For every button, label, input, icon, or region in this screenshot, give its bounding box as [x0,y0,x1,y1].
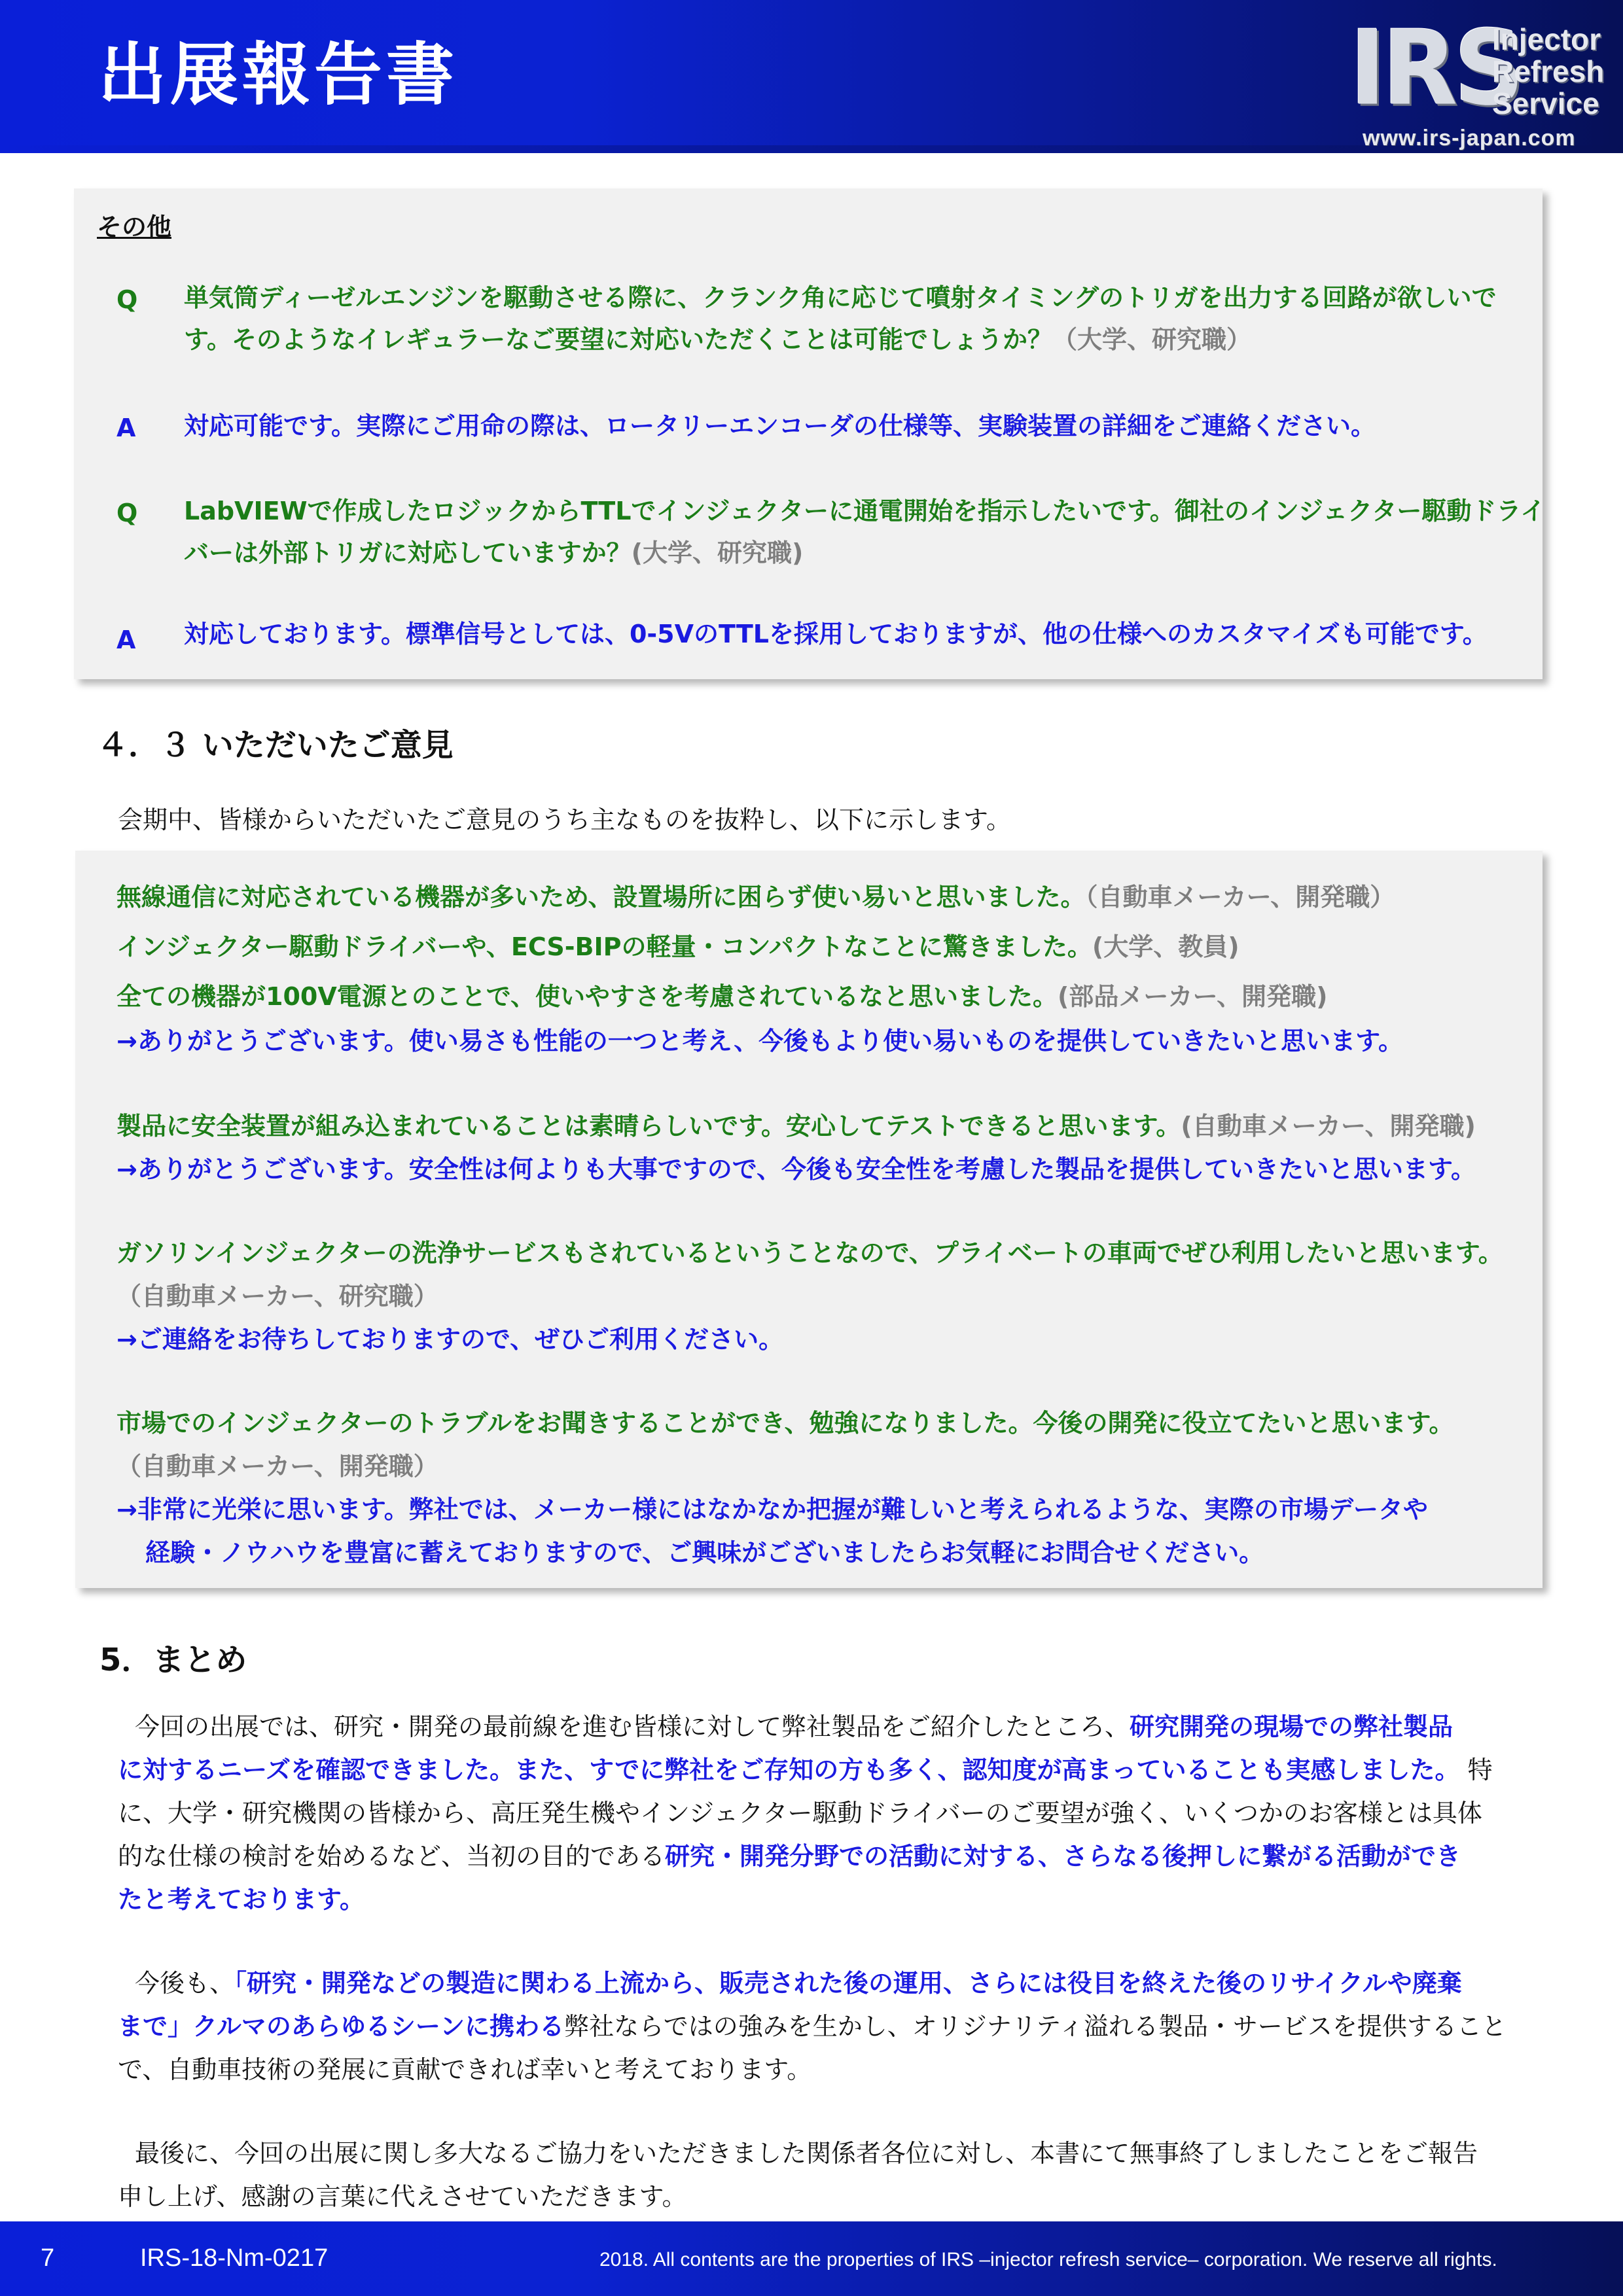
a1-text: 対応可能です。実際にご用命の際は、ロータリーエンコーダの仕様等、実験装置の詳細をご連絡ください。 [184,412,1376,440]
q2-line2: バーは外部トリガに対応していますか？ [184,539,632,567]
opinion-4 [116,1114,1476,1139]
page-title: 出展報告書 [98,35,459,115]
opinion-group4-reply-line1: →非常に光栄に思います。弊社では、メーカー様にはなかなか把握が難しいと考えられるような、実際の市場データや [116,1495,1429,1524]
summary-p2-line1 [135,1971,1462,1996]
logo-word-injector: Injector [1492,22,1601,56]
opinion-2-text: インジェクター駆動ドライバーや、ECS-BIPの軽量・コンパクトなことに驚きました。 [116,932,1092,961]
opinion-5-text: ガソリンインジェクターの洗浄サービスもされているということなので、プライベートの車両でぜひ利用したいと思います。 [116,1239,1503,1267]
copyright-notice: 2018. All contents are the properties of IRS –injector refresh service– corporation. We reserve all rights. [599,2249,1497,2270]
opinion-group3-reply: →ご連絡をお待ちしておりますので、ぜひご利用ください。 [116,1325,784,1354]
logo-word-service: Service [1492,86,1599,120]
document-id: IRS-18-Nm-0217 [140,2244,329,2272]
summary-p3-line1: 最後に、今回の出展に関し多大なるご協力をいただきました関係者各位に対し、本書にて無事終了しましたことをご報告 [135,2139,1478,2168]
summary-p1-l4-plain: 的な仕様の検討を始めるなど、当初の目的である [118,1842,666,1871]
summary-p2-line3: で、自動車技術の発展に貢献できれば幸いと考えております。 [118,2055,812,2084]
opinion-4-source: (自動車メーカー、開発職) [1181,1112,1476,1140]
opinion-1 [116,885,1395,910]
q1-marker: Q [116,285,138,314]
opinion-3-source: (部品メーカー、開発職) [1057,982,1328,1011]
opinion-1-source: （自動車メーカー、開発職） [1085,883,1395,911]
opinion-group2-reply: →ありがとうございます。安全性は何よりも大事ですので、今後も安全性を考慮した製品を提供していきたいと思います。 [116,1155,1476,1184]
page-number: 7 [41,2244,55,2272]
summary-p1-l1-highlight: 研究開発の現場での弊社製品 [1130,1712,1454,1741]
logo-words [1492,24,1604,120]
summary-p1-l1-plain: 今回の出展では、研究・開発の最前線を進む皆様に対して弊社製品をご紹介したところ、 [135,1712,1130,1741]
q2-source: (大学、研究職) [631,539,804,567]
q1-source: （大学、研究職） [1052,325,1251,354]
q1-line2-row [184,327,1251,352]
q2-line2-row [184,540,803,565]
opinion-group4-reply-line2: 経験・ノウハウを豊富に蓄えておりますので、ご興味がございましたらお気軽にお問合せください。 [145,1538,1264,1567]
a1-marker: A [116,414,136,442]
a2-marker: A [116,626,136,654]
opinion-6-source: （自動車メーカー、開発職） [116,1452,438,1481]
q1-line1: 単気筒ディーゼルエンジンを駆動させる際に、クランク角に応じて噴射タイミングのトリガを出力する回路が欲しいで [184,283,1497,312]
logo-url: www.irs-japan.com [1363,126,1576,150]
summary-p1-line1 [135,1714,1453,1739]
irs-logo [1349,9,1611,150]
summary-p2-line2 [118,2014,1507,2039]
summary-p2-l1-plain: 今後も、 [135,1969,235,1998]
q1-line2: す。そのようなイレギュラーなご要望に対応いただくことは可能でしょうか？ [184,325,1052,354]
summary-p1-l4-highlight: 研究・開発分野での活動に対する、さらなる後押しに繋がる活動ができ [665,1842,1461,1871]
opinion-4-text: 製品に安全装置が組み込まれていることは素晴らしいです。安心してテストできると思います。 [116,1112,1181,1140]
opinion-1-text: 無線通信に対応されている機器が多いため、設置場所に困らず使い易いと思いました。 [116,883,1086,911]
opinion-5-source: （自動車メーカー、研究職） [116,1282,438,1311]
summary-p2-l1-highlight: 「研究・開発などの製造に関わる上流から、販売された後の運用、さらには役目を終えた後のリサイクルや廃棄 [234,1969,1462,1998]
logo-mark: IRS [1349,9,1521,129]
opinion-group1-reply: →ありがとうございます。使い易さも性能の一つと考え、今後もより使い易いものを提供していきたいと思います。 [116,1027,1404,1055]
opinion-3 [116,984,1327,1009]
a2-text: 対応しております。標準信号としては、0-5VのTTLを採用しておりますが、他の仕様へのカスタマイズも可能です。 [184,620,1488,648]
opinion-2-source: (大学、教員) [1092,932,1240,961]
summary-p1-line4 [118,1844,1461,1869]
q2-marker: Q [116,499,138,527]
opinions-intro: 会期中、皆様からいただいたご意見のうち主なものを抜粋し、以下に示します。 [118,805,1011,834]
summary-p1-l5-highlight: たと考えております。 [118,1885,365,1914]
opinion-2 [116,934,1240,959]
logo-word-refresh: Refresh [1492,54,1605,88]
summary-p2-l2-highlight: まで」クルマのあらゆるシーンに携わる [118,2012,565,2041]
other-section-label: その他 [97,213,172,241]
q2-line1: LabVIEWで作成したロジックからTTLでインジェクターに通電開始を指示したいです。御社のインジェクター駆動ドライ [184,497,1546,525]
summary-p1-line3: に、大学・研究機関の皆様から、高圧発生機やインジェクター駆動ドライバーのご要望が強く、いくつかのお客様とは具体 [118,1799,1482,1828]
summary-p1-line2 [118,1757,1493,1782]
summary-p1-l2-highlight: に対するニーズを確認できました。また、すでに弊社をご存知の方も多く、認知度が高まっていることも実感しました。 [118,1756,1460,1784]
summary-p2-l2-plain: 弊社ならではの強みを生かし、オリジナリティ溢れる製品・サービスを提供すること [564,2012,1507,2041]
opinion-3-text: 全ての機器が100V電源とのことで、使いやすさを考慮されているなと思いました。 [116,982,1058,1011]
page-footer [0,2221,1623,2296]
summary-p1-line5 [118,1887,365,1912]
opinion-6-text: 市場でのインジェクターのトラブルをお聞きすることができ、勉強になりました。今後の開発に役立てたいと思います。 [116,1409,1454,1438]
opinions-heading: ４．３ いただいたご意見 [97,727,454,764]
summary-p3-line2: 申し上げ、感謝の言葉に代えさせていただきます。 [118,2182,687,2211]
summary-p1-l2-plain: 特 [1467,1756,1493,1784]
summary-heading: 5．まとめ [99,1642,247,1678]
